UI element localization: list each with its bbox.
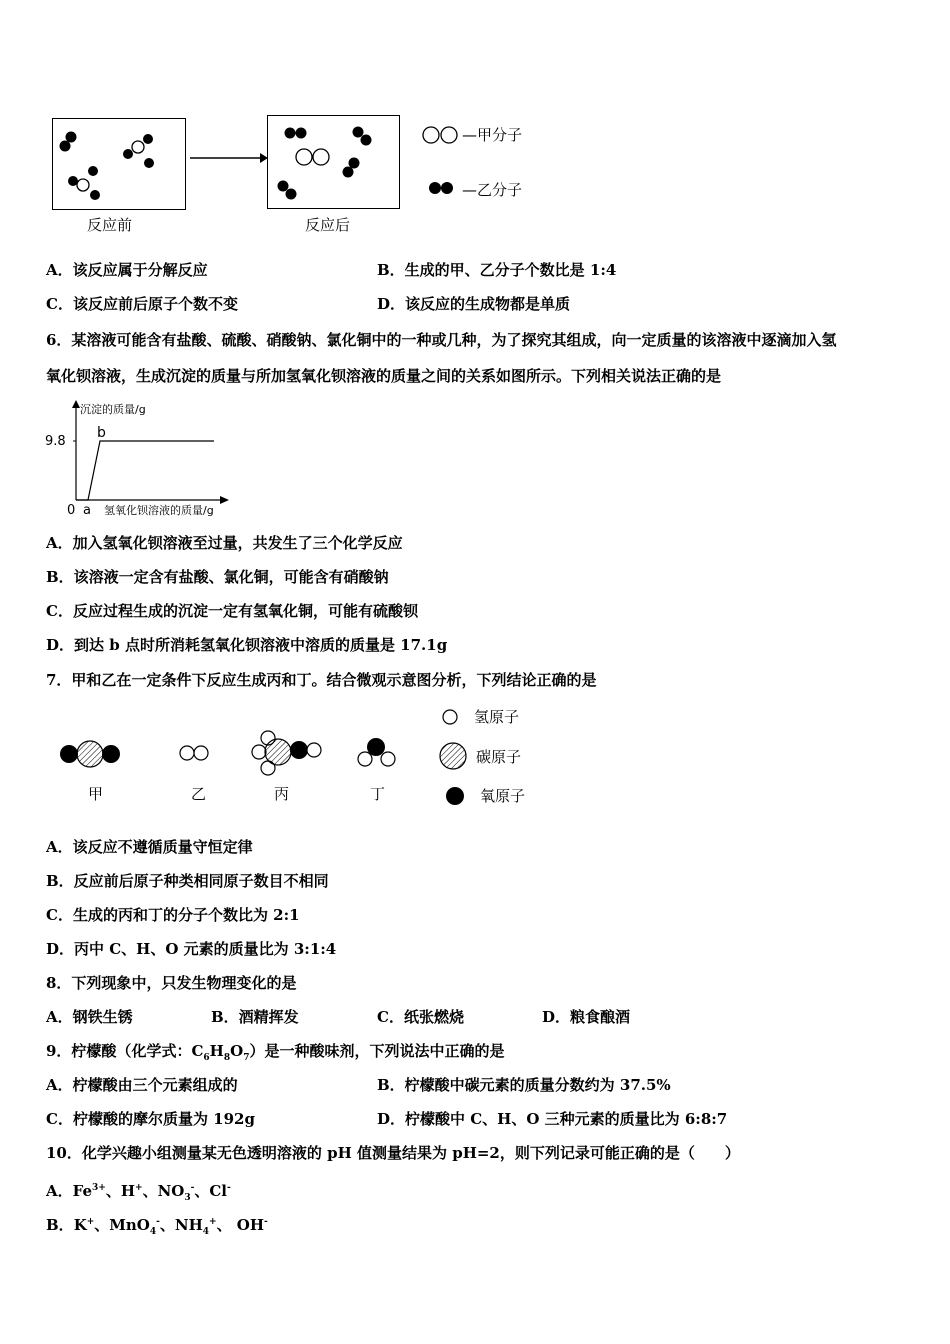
q9-option-c: C．柠檬酸的摩尔质量为 192g <box>46 1110 255 1128</box>
ion-nh4-sub: 4 <box>202 1227 210 1237</box>
reaction-arrow <box>188 150 268 166</box>
ion-h-charge: + <box>135 1183 143 1193</box>
q7-option-c: C．生成的丙和丁的分子个数比为 2:1 <box>46 906 300 924</box>
legend-o-atom-icon <box>446 787 464 805</box>
q9-formula-h-count: 8 <box>223 1053 231 1063</box>
ion-no3-charge: - <box>190 1183 195 1193</box>
q8-option-a: A．钢铁生锈 <box>46 1008 133 1026</box>
q6-stem-line-2: 氧化钡溶液，生成沉淀的质量与所加氢氧化钡溶液的质量之间的关系如图所示。下列相关说法正确的是 <box>46 367 722 385</box>
q9-formula-h: H <box>209 1042 224 1060</box>
q9-formula-o-count: 7 <box>243 1053 250 1063</box>
q5-option-c: C．该反应前后原子个数不变 <box>46 295 238 313</box>
q9-option-b: B．柠檬酸中碳元素的质量分数约为 37.5% <box>377 1076 671 1094</box>
q10-a-prefix: A． <box>46 1182 73 1200</box>
ion-mno4-charge: - <box>156 1217 160 1227</box>
q9-formula-c-count: 6 <box>203 1053 210 1063</box>
yi-molecule <box>180 746 208 760</box>
ion-h: 、H <box>105 1182 136 1200</box>
ion-oh-charge: - <box>264 1217 268 1227</box>
q6-precipitate-chart <box>40 398 240 522</box>
ion-mno4-sub: 4 <box>149 1227 157 1237</box>
q7-option-b: B．反应前后原子种类相同原子数目不相同 <box>46 872 329 890</box>
ion-no3: 、NO <box>142 1182 185 1200</box>
ding-molecule <box>358 738 395 766</box>
ion-cl-charge: - <box>227 1183 231 1193</box>
chart-y-tick: 9.8 <box>45 434 66 449</box>
chart-point-b-label: b <box>97 425 106 441</box>
ion-mno4: 、MnO <box>94 1216 150 1234</box>
q9-option-a: A．柠檬酸由三个元素组成的 <box>46 1076 238 1094</box>
ion-cl: 、Cl <box>194 1182 227 1200</box>
q6-stem-line-1: 6．某溶液可能含有盐酸、硫酸、硝酸钠、氯化铜中的一种或几种，为了探究其组成，向一定质量的该溶液中逐滴加入氢 <box>46 331 837 349</box>
ding-label: 丁 <box>370 785 386 803</box>
q10-option-b <box>46 1212 268 1242</box>
q8-option-d: D．粮食酿酒 <box>542 1008 631 1026</box>
legend-h-atom-icon <box>443 710 457 724</box>
legend-yi-label: —乙分子 <box>462 181 523 199</box>
before-molecules-drawing <box>53 119 185 209</box>
after-label: 反应后 <box>305 216 351 234</box>
before-reaction-box <box>52 118 186 210</box>
chart-x-axis-arrow <box>220 496 229 504</box>
q8-option-b: B．酒精挥发 <box>211 1008 299 1026</box>
before-label: 反应前 <box>87 216 133 234</box>
ion-nh4: 、NH <box>159 1216 203 1234</box>
chart-series-line <box>76 441 214 500</box>
after-molecules-drawing <box>268 116 399 208</box>
ion-oh: 、 OH <box>216 1216 265 1234</box>
q7-option-a: A．该反应不遵循质量守恒定律 <box>46 838 253 856</box>
bing-label: 丙 <box>274 785 290 803</box>
ion-k-charge: + <box>86 1217 95 1227</box>
q6-option-d: D．到达 b 点时所消耗氢氧化钡溶液中溶质的质量是 17.1g <box>46 636 448 654</box>
q5-option-d: D．该反应的生成物都是单质 <box>377 295 571 313</box>
legend-jia-label: —甲分子 <box>462 126 523 144</box>
ion-fe-charge: 3+ <box>92 1183 106 1193</box>
legend-jia-molecule-icon <box>420 124 464 146</box>
q6-option-a: A．加入氢氧化钡溶液至过量，共发生了三个化学反应 <box>46 534 403 552</box>
jia-label: 甲 <box>88 785 104 803</box>
q9-stem-pre: 9．柠檬酸（化学式：C <box>46 1042 204 1060</box>
q7-molecule-diagram <box>50 700 570 820</box>
legend-c-label: 碳原子 <box>476 748 522 766</box>
jia-molecule <box>60 741 120 767</box>
q6-option-b: B．该溶液一定含有盐酸、氯化铜，可能含有硝酸钠 <box>46 568 389 586</box>
q7-stem: 7．甲和乙在一定条件下反应生成丙和丁。结合微观示意图分析，下列结论正确的是 <box>46 671 597 689</box>
q8-option-c: C．纸张燃烧 <box>377 1008 464 1026</box>
q9-stem-post: ）是一种酸味剂，下列说法中正确的是 <box>249 1042 505 1060</box>
chart-y-axis-arrow <box>72 400 80 408</box>
q9-option-d: D．柠檬酸中 C、H、O 三种元素的质量比为 6:8:7 <box>377 1110 728 1128</box>
ion-no3-sub: 3 <box>184 1193 191 1203</box>
ion-nh4-charge: + <box>209 1217 217 1227</box>
q9-stem <box>46 1041 504 1068</box>
q10-option-a <box>46 1178 231 1208</box>
chart-xlabel: 氢氧化钡溶液的质量/g <box>104 504 214 517</box>
bing-molecule <box>252 731 321 775</box>
legend-yi-molecule-icon <box>426 178 460 198</box>
q8-stem: 8．下列现象中，只发生物理变化的是 <box>46 974 297 992</box>
chart-ylabel: 沉淀的质量/g <box>80 403 146 416</box>
q5-option-b: B．生成的甲、乙分子个数比是 1:4 <box>377 261 617 279</box>
q7-option-d: D．丙中 C、H、O 元素的质量比为 3:1:4 <box>46 940 337 958</box>
q5-option-a: A．该反应属于分解反应 <box>46 261 208 279</box>
legend-h-label: 氢原子 <box>474 708 520 726</box>
legend-o-label: 氧原子 <box>480 787 526 805</box>
q10-stem: 10．化学兴趣小组测量某无色透明溶液的 pH 值测量结果为 pH=2，则下列记录可能正确的是（ ） <box>46 1144 740 1162</box>
yi-label: 乙 <box>191 785 207 803</box>
q9-formula-o: O <box>230 1042 244 1060</box>
legend-c-atom-icon <box>440 743 466 769</box>
q6-option-c: C．反应过程生成的沉淀一定有氢氧化铜，可能有硫酸钡 <box>46 602 418 620</box>
q10-b-prefix: B． <box>46 1216 74 1234</box>
chart-point-a-label: a <box>83 503 91 518</box>
ion-fe: Fe <box>72 1182 93 1200</box>
chart-origin-label: 0 <box>67 503 76 518</box>
ion-k: K <box>73 1216 87 1234</box>
after-reaction-box <box>267 115 400 209</box>
